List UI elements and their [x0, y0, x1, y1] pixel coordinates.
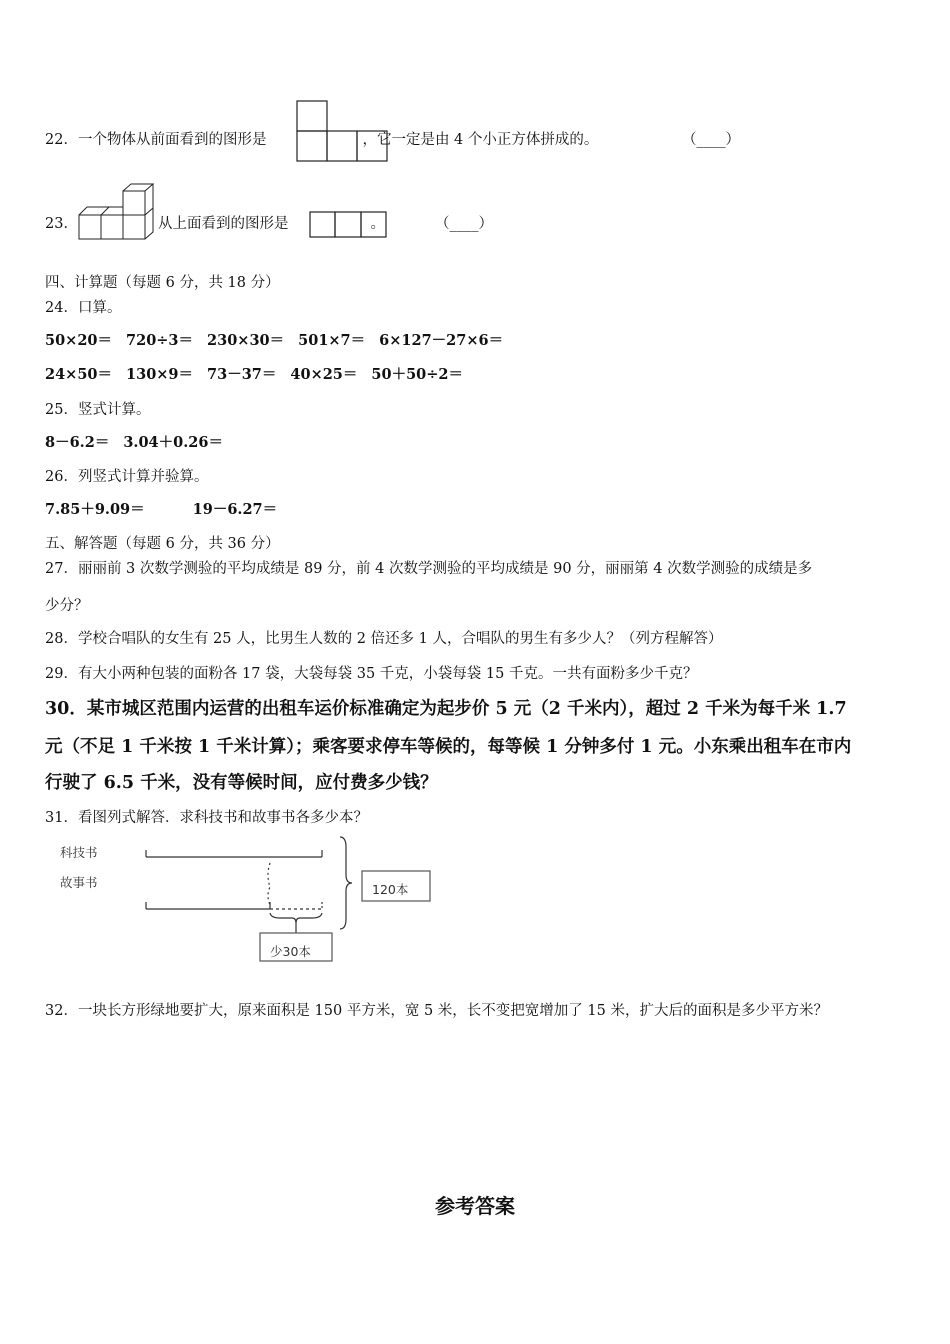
q31-title: 31．看图列式解答．求科技书和故事书各多少本？ — [45, 810, 368, 826]
q26-items — [45, 498, 277, 519]
q22-answer-blank: （____） — [682, 132, 740, 148]
q23-text-post: 。 — [370, 216, 385, 232]
q25-title: 25．竖式计算。 — [45, 402, 151, 418]
calc-item: 19－6.27＝ — [192, 501, 278, 518]
calc-item: 7.85＋9.09＝ — [45, 501, 145, 518]
answer-section-title: 参考答案 — [435, 1194, 515, 1218]
calc-item: 40×25＝ — [290, 366, 358, 383]
q26-title: 26．列竖式计算并验算。 — [45, 469, 209, 485]
question-28: 28．学校合唱队的女生有 25 人，比男生人数的 2 倍还多 1 人，合唱队的男生有多少人？（列方程解答） — [45, 631, 723, 647]
less-30-label: 少30本 — [270, 944, 311, 959]
q30-line-3: 行驶了 6.5 千米，没有等候时间，应付费多少钱？ — [45, 773, 438, 793]
q27-line-2: 少分？ — [45, 598, 89, 614]
q23-text-pre: 从上面看到的图形是 — [157, 216, 289, 232]
question-32: 32．一块长方形绿地要扩大，原来面积是 150 平方米，宽 5 米，长不变把宽增加了 15 米，扩大后的面积是多少平方米？ — [45, 1003, 828, 1019]
section-5-heading: 五、解答题（每题 6 分，共 36 分） — [45, 536, 280, 552]
q23-cube-stack-figure — [76, 183, 160, 243]
q30-line-1: 30．某市城区范围内运营的出租车运价标准确定为起步价 5 元（2 千米内），超过 2 千米为每千米 1.7 — [45, 699, 847, 719]
calc-item: 130×9＝ — [126, 366, 194, 383]
calc-item: 73－37＝ — [207, 366, 277, 383]
q22-text-pre: 一个物体从前面看到的图形是 — [77, 132, 267, 148]
q27-line-1: 27．丽丽前 3 次数学测验的平均成绩是 89 分，前 4 次数学测验的平均成绩是 90 分，丽丽第 4 次数学测验的成绩是多 — [45, 561, 813, 577]
section-4-heading: 四、计算题（每题 6 分，共 18 分） — [45, 275, 280, 291]
calc-item: 50＋50÷2＝ — [371, 366, 464, 383]
q24-title: 24．口算。 — [45, 300, 122, 316]
calc-item: 3.04＋0.26＝ — [123, 434, 223, 451]
q23-top-view-figure — [309, 210, 389, 240]
q22-text-post: ，它一定是由 4 个小正方体拼成的。 — [362, 132, 599, 148]
q25-items — [45, 431, 237, 452]
q22-front-view-figure — [296, 100, 392, 164]
question-29: 29．有大小两种包装的面粉各 17 袋，大袋每袋 35 千克，小袋每袋 15 千克。一共有面粉多少千克？ — [45, 666, 698, 682]
q23-number: 23． — [45, 216, 78, 232]
calc-item: 50×20＝ — [45, 332, 113, 349]
q22-number: 22． — [45, 132, 78, 148]
calc-item: 24×50＝ — [45, 366, 113, 383]
calc-item: 8－6.2＝ — [45, 434, 110, 451]
q30-line-2: 元（不足 1 千米按 1 千米计算）；乘客要求停车等候的，每等候 1 分钟多付 1 元。小东乘出租车在市内 — [45, 737, 852, 757]
q23-answer-blank: （____） — [435, 216, 493, 232]
calc-item: 6×127－27×6＝ — [379, 332, 504, 349]
q24-row-1 — [45, 329, 517, 350]
q24-row-2 — [45, 363, 477, 384]
calc-item: 230×30＝ — [207, 332, 285, 349]
calc-item: 720÷3＝ — [126, 332, 194, 349]
label-science-books: 科技书 — [60, 845, 98, 860]
label-story-books: 故事书 — [60, 875, 98, 890]
calc-item: 501×7＝ — [298, 332, 366, 349]
total-120-label: 120本 — [372, 882, 409, 897]
